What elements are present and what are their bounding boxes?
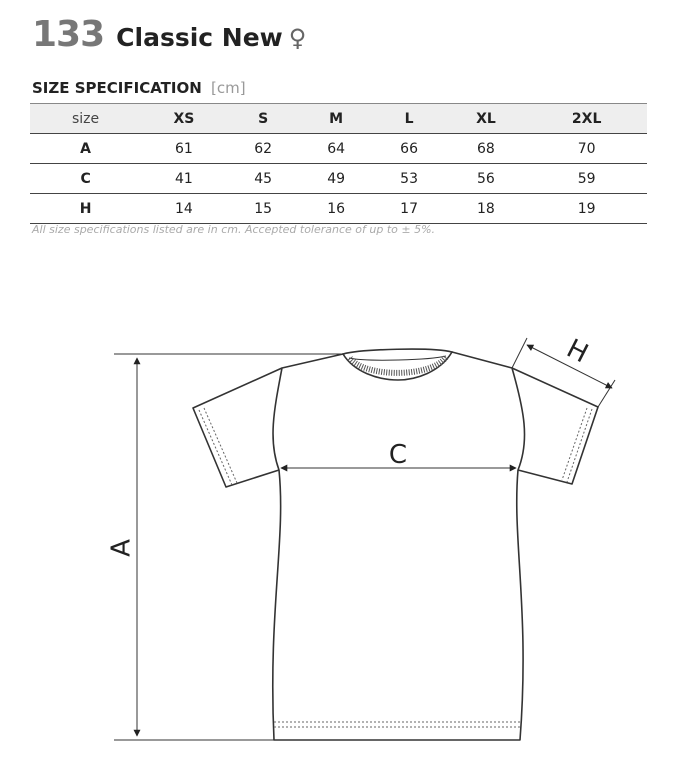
row-label: H [30, 194, 141, 224]
table-cell: 15 [227, 194, 300, 224]
product-name: Classic New [116, 23, 283, 52]
tolerance-note: All size specifications listed are in cm. Accepted tolerance of up to ± 5%. [32, 223, 436, 236]
column-header: size [30, 104, 141, 134]
product-code: 133 [32, 14, 105, 55]
row-label: C [30, 164, 141, 194]
table-cell: 49 [300, 164, 373, 194]
size-spec-unit: [cm] [211, 79, 246, 97]
table-cell: 19 [526, 194, 647, 224]
table-cell: 70 [526, 134, 647, 164]
female-symbol-icon: ♀ [288, 24, 307, 52]
table-cell: 62 [227, 134, 300, 164]
column-header: XS [141, 104, 227, 134]
table-cell: 68 [446, 134, 527, 164]
table-cell: 61 [141, 134, 227, 164]
collar-ribbing [343, 349, 452, 380]
size-spec-title-text: SIZE SPECIFICATION [32, 79, 202, 97]
table-cell: 53 [373, 164, 446, 194]
tshirt-outline [193, 352, 598, 740]
table-cell: 66 [373, 134, 446, 164]
dimension-a-label: A [106, 539, 137, 557]
table-cell: 64 [300, 134, 373, 164]
table-cell: 14 [141, 194, 227, 224]
table-cell: 16 [300, 194, 373, 224]
dimension-c-label: C [388, 440, 408, 470]
dimension-h [512, 338, 615, 407]
table-cell: 17 [373, 194, 446, 224]
table-cell: 45 [227, 164, 300, 194]
dimension-a [114, 354, 345, 740]
row-label: A [30, 134, 141, 164]
column-header: M [300, 104, 373, 134]
column-header: L [373, 104, 446, 134]
dimension-h-label: H [561, 333, 593, 370]
table-cell: 18 [446, 194, 527, 224]
column-header: 2XL [526, 104, 647, 134]
column-header: XL [446, 104, 527, 134]
bottom-hem-stitching [274, 722, 520, 727]
table-cell: 56 [446, 164, 527, 194]
table-cell: 41 [141, 164, 227, 194]
table-cell: 59 [526, 164, 647, 194]
column-header: S [227, 104, 300, 134]
